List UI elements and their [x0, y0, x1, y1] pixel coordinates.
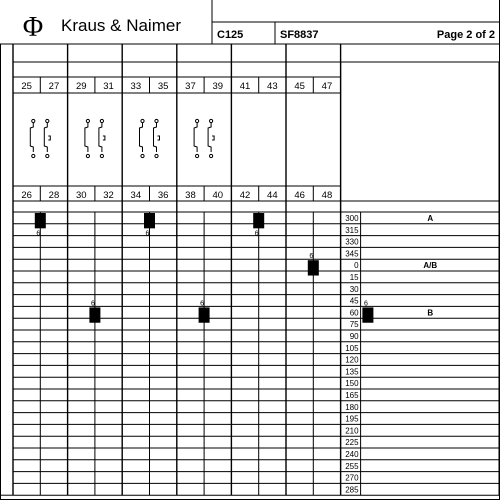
contact-label: 6 — [363, 300, 368, 308]
position-angle: 90 — [349, 332, 359, 341]
position-angle: 210 — [345, 426, 359, 436]
position-angle: 120 — [345, 355, 359, 365]
position-angle: 240 — [345, 450, 359, 459]
terminal-label-bottom: 48 — [321, 190, 333, 201]
terminal-label-bottom: 38 — [185, 190, 196, 201]
position-angle: 45 — [349, 296, 359, 306]
terminal-label-bottom: 30 — [75, 190, 87, 201]
contact-label: 6 — [200, 300, 205, 308]
terminal-label-top: 41 — [239, 81, 251, 92]
contact-label: 6 — [36, 230, 41, 238]
position-angle: 330 — [345, 237, 359, 247]
position-angle: 150 — [345, 379, 359, 389]
position-angle: 165 — [345, 391, 359, 400]
position-name: A/B — [423, 261, 438, 271]
position-name: B — [427, 308, 434, 318]
terminal-label-top: 47 — [321, 81, 333, 92]
terminal-label-top: 25 — [21, 81, 32, 92]
terminal-label-top: 35 — [157, 81, 169, 92]
terminal-label-bottom: 28 — [48, 190, 60, 201]
terminal-label-bottom: 34 — [130, 190, 142, 201]
position-angle: 0 — [354, 261, 359, 271]
contact-label: 6 — [309, 253, 314, 261]
terminal-label-top: 45 — [294, 81, 305, 92]
position-angle: 315 — [345, 225, 359, 235]
position-angle: 270 — [345, 473, 359, 483]
contact-label: 6 — [90, 300, 95, 308]
brand-logo-icon: Φ — [22, 12, 44, 43]
position-angle: 105 — [345, 343, 359, 353]
drawing-number: SF8837 — [280, 29, 319, 41]
terminal-label-top: 43 — [267, 81, 278, 92]
contact-label: 6 — [145, 230, 150, 238]
terminal-label-top: 29 — [75, 81, 87, 92]
terminal-label-top: 37 — [185, 81, 196, 92]
position-name: A — [427, 214, 434, 223]
position-angle: 255 — [345, 461, 359, 471]
terminal-label-bottom: 46 — [294, 190, 305, 201]
position-angle: 285 — [345, 485, 359, 495]
position-angle: 225 — [345, 438, 359, 448]
terminal-label-top: 33 — [130, 81, 142, 92]
position-angle: 345 — [345, 249, 359, 259]
position-angle: 195 — [345, 414, 359, 424]
brand-name: Kraus & Naimer — [61, 16, 181, 35]
terminal-label-bottom: 36 — [157, 190, 169, 201]
terminal-label-top: 27 — [48, 81, 60, 92]
position-angle: 300 — [345, 214, 359, 223]
contact-label: 6 — [254, 230, 259, 238]
terminal-label-bottom: 32 — [103, 190, 114, 201]
page-indicator: Page 2 of 2 — [436, 29, 495, 41]
position-angle: 135 — [345, 367, 359, 377]
terminal-label-top: 31 — [103, 81, 114, 92]
position-angle: 75 — [349, 320, 359, 330]
position-angle: 15 — [349, 273, 359, 282]
terminal-label-bottom: 42 — [239, 190, 251, 201]
terminal-label-bottom: 26 — [21, 190, 32, 201]
model-number: C125 — [217, 29, 244, 41]
position-angle: 180 — [345, 402, 359, 412]
terminal-label-bottom: 44 — [267, 190, 278, 201]
position-angle: 60 — [349, 308, 359, 318]
terminal-label-top: 39 — [212, 81, 224, 92]
terminal-label-bottom: 40 — [212, 190, 224, 201]
position-angle: 30 — [349, 284, 359, 294]
